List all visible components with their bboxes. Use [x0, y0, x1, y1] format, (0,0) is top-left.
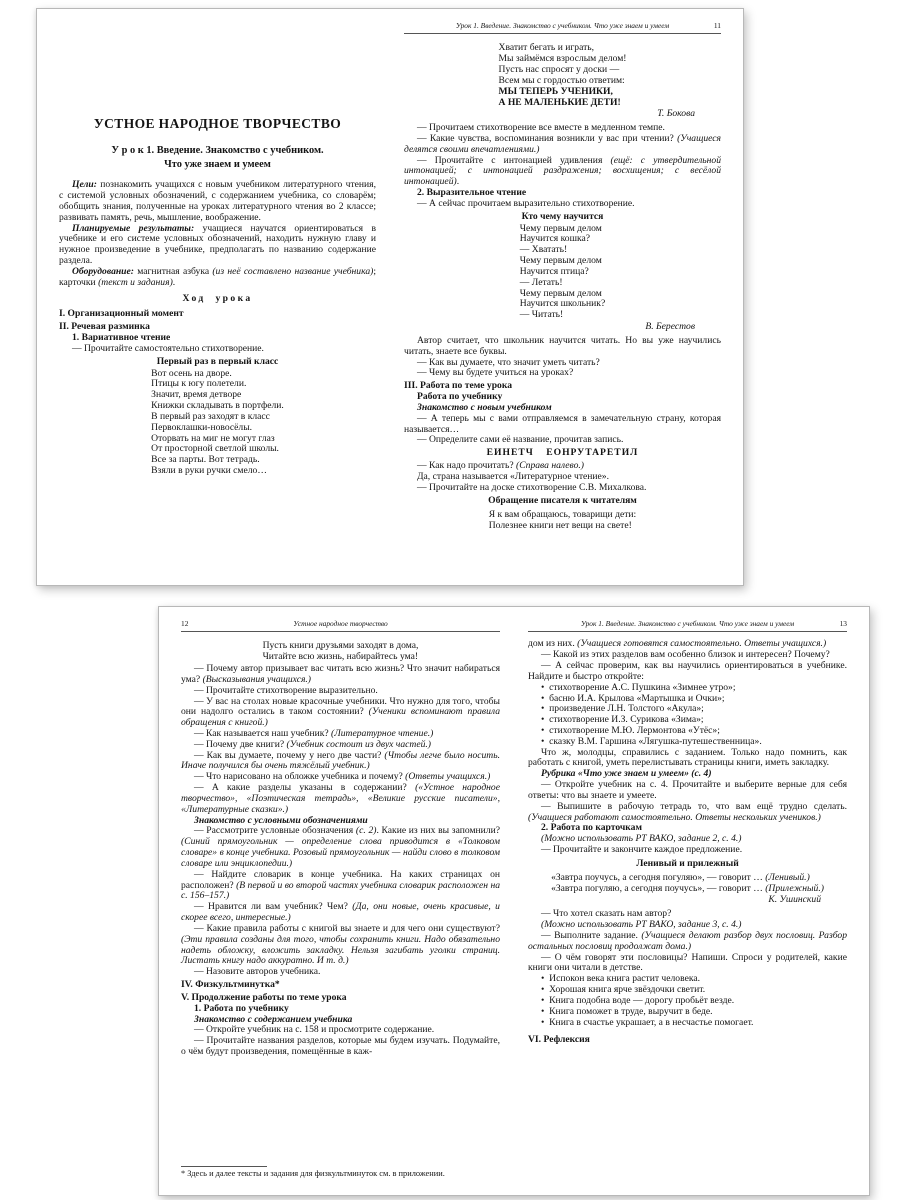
poem-line: Полезнее книги нет вещи на свете! — [488, 520, 632, 532]
block-dash: — Прочитайте стихотворение выразительно. — [194, 684, 378, 696]
poem-line: Научится кошка? — [519, 233, 591, 245]
block-center-caps: ЕИНЕТЧ ЕОНРУТАРЕТИЛ — [486, 447, 639, 459]
block-dash: — А теперь мы с вами отправляемся в замечательную страну, которая называется… — [404, 412, 721, 435]
bullet-item: • стихотворение И.З. Сурикова «Зима»; — [541, 714, 704, 726]
poem-line: — Читать! — [519, 309, 564, 321]
page-13 — [528, 620, 847, 1178]
poem-line: — Летать! — [519, 276, 563, 288]
block-center-bold: Ленивый и прилежный — [636, 857, 739, 869]
block-dash: — Прочитайте на доске стихотворение С.В. Михалкова. — [417, 481, 647, 493]
block-num: 2. Работа по карточкам — [541, 822, 642, 834]
page-12 — [181, 620, 500, 1178]
block-roman: VI. Рефлексия — [528, 1034, 590, 1046]
poem-line: — Хватать! — [519, 244, 568, 256]
block-dash: — Выполните задание. (Учащиеся делают разбор двух пословиц. Разбор остальных пословиц продолжат дома.) — [528, 929, 847, 952]
poem-line: Первоклашки-новосёлы. — [151, 421, 253, 433]
block-roman: II. Речевая разминка — [59, 321, 150, 333]
block-dash: — Почему две книги? (Учебник состоит из двух частей.) — [194, 738, 432, 750]
block-dash: — Какие чувства, воспоминания возникли у вас при чтении? (Учащиеся делятся своими впечатлениями.) — [404, 132, 721, 155]
poem-line: Я к вам обращаюсь, товарищи дети: — [488, 509, 637, 521]
running-header — [528, 620, 847, 632]
running-header-title: Устное народное творчество — [293, 619, 388, 628]
block-bih: Знакомство с новым учебником — [417, 401, 552, 413]
poem-title: Первый раз в первый класс — [156, 355, 279, 367]
block-para: Что ж, молодцы, справились с заданием. Только надо помнить, как работать с книгой, уметь перелистывать страницы книги, иметь закладку. — [528, 746, 847, 769]
block-dash: — Откройте учебник на с. 158 и просмотрите содержание. — [194, 1024, 435, 1036]
poem-line: Все за парты. Вот тетрадь. — [151, 454, 260, 466]
block-dash: — Прочитайте с интонацией удивления (ещё: с утвердительной интонацией; с интонацией раздражения; восхищения; с весёлой интонацией). — [404, 154, 721, 188]
block-lesson-title — [59, 144, 376, 171]
paragraph-lead: Цели: — [72, 179, 101, 191]
poem-lines — [151, 357, 284, 477]
poem-line: «Завтра поучусь, а сегодня погуляю», — говорит … (Ленивый.) — [551, 871, 810, 883]
block-dash: — Прочитаем стихотворение все вместе в медленном темпе. — [417, 122, 665, 134]
poem-line: Пусть книги друзьями заходят в дома, — [262, 640, 419, 652]
block-dash: — Чему вы будете учиться на уроках? — [417, 367, 574, 379]
running-header-title: Урок 1. Введение. Знакомство с учебником. Что уже знаем и умеем — [580, 619, 795, 628]
poem-line: Книжки складывать в портфели. — [151, 400, 284, 412]
block-para: Оборудование: магнитная азбука (из неё составлено название учебника); карточки (текст и задания). — [59, 265, 376, 288]
block-dash: — Выпишите в рабочую тетрадь то, что вам ещё трудно сделать. (Учащиеся работают самостоятельно. Ответы нескольких учеников.) — [528, 800, 847, 823]
poem-lines — [263, 641, 419, 663]
poem-line: Птицы к югу полетели. — [151, 378, 247, 390]
bullet-item: • стихотворение М.Ю. Лермонтова «Утёс»; — [541, 724, 720, 736]
poem-title: Кто чему научится — [521, 210, 604, 222]
running-header — [181, 620, 500, 632]
poem-line: А НЕ МАЛЕНЬКИЕ ДЕТИ! — [498, 96, 621, 108]
block-roman: III. Работа по теме урока — [404, 380, 513, 392]
block-dash: — Нравится ли вам учебник? Чем? (Да, они новые, очень красивые, и скорее всего, интересные.) — [181, 901, 500, 924]
block-footnote — [181, 1166, 500, 1178]
bullet-item: • произведение Л.Н. Толстого «Акула»; — [541, 703, 704, 715]
poem-lines — [520, 212, 605, 321]
block-roman: V. Продолжение работы по теме урока — [181, 991, 347, 1003]
poem-line: Мы займёмся взрослым делом! — [498, 53, 627, 65]
running-header-title: Урок 1. Введение. Знакомство с учебником. Что уже знаем и умеем — [455, 21, 670, 30]
page-number: 13 — [839, 619, 847, 628]
block-roman: IV. Физкультминутка* — [181, 979, 280, 991]
block-num: 1. Вариативное чтение — [72, 332, 171, 344]
text-line: Что уже знаем и умеем — [164, 158, 271, 170]
block-num: 1. Работа по учебнику — [194, 1002, 289, 1014]
bullet-item: • Испокон века книга растит человека. — [541, 973, 701, 985]
block-para: (Можно использовать РТ ВАКО, задание 3, с. 4.) — [541, 919, 742, 931]
block-para: Планируемые результаты: учащиеся научатся ориентироваться в учебнике и его системе условных обозначений, находить нужную главу и нужное произведение в учебнике, предполагать по названию содержание раздела. — [59, 222, 376, 267]
block-dash: — Что нарисовано на обложке учебника и почему? (Ответы учащихся.) — [194, 771, 491, 783]
bullet-item: • Книга подобна воде — дорогу пробьёт везде. — [541, 994, 735, 1006]
poem-line: В первый раз заходят в класс — [151, 410, 270, 422]
block-poem — [59, 357, 376, 477]
poem-author: В. Берестов — [645, 321, 695, 333]
block-dash: — Назовите авторов учебника. — [194, 966, 321, 978]
block-bh: Работа по учебнику — [417, 391, 503, 403]
block-dash: — Определите сами её название, прочитав запись. — [417, 434, 624, 446]
page-11 — [404, 22, 721, 568]
block-para: Автор считает, что школьник научится читать. Но вы уже научились читать, знаете все буквы. — [404, 334, 721, 357]
bullet-item: • Книга поможет в труде, выручит в беде. — [541, 1005, 713, 1017]
block-poem — [404, 43, 721, 122]
block-bih: Рубрика «Что уже знаем и умеем» (с. 4) — [541, 768, 712, 780]
footnote-text: * Здесь и далее тексты и задания для физкультминуток см. в приложении. — [181, 1168, 445, 1178]
poem-line: Всем мы с гордостью ответим: — [498, 74, 625, 86]
block-dash: — Как вы думаете, почему у него две части? (Чтобы легче было носить. Иначе получился бы очень тяжёлый учебник.) — [181, 749, 501, 772]
text-line: У р о к 1. Введение. Знакомство с учебником. — [111, 145, 324, 157]
poem-author: К. Ушинский — [768, 894, 821, 906]
block-dash: — А сейчас проверим, как вы научились ориентироваться в учебнике. Найдите и быстро откройте: — [528, 660, 847, 682]
bullet-item: • стихотворение А.С. Пушкина «Зимнее утро»; — [541, 681, 736, 693]
poem-line: Чему первым делом — [519, 222, 602, 234]
poem-line: Взяли в руки ручки смело… — [151, 464, 267, 476]
block-bullets — [528, 683, 847, 748]
block-para: Цели: познакомить учащихся с новым учебником литературного чтения, с системой условных обозначений, с содержанием учебника, со словарём; обобщить знания, полученные на уроках литературного чтения во 2 классе; развивать память, речь, мышление, воображение. — [59, 179, 376, 223]
block-bih: Знакомство с условными обозначениями — [194, 814, 368, 826]
block-dash: — Что хотел сказать нам автор? — [541, 908, 672, 920]
page-content — [528, 639, 847, 1178]
page-content — [181, 639, 500, 1178]
poem-line: Чему первым делом — [519, 255, 602, 267]
block-poem — [404, 510, 721, 532]
block-dash: — Какой из этих разделов вам особенно близок и интересен? Почему? — [541, 649, 830, 661]
block-poem — [528, 873, 847, 908]
poem-lines — [489, 510, 636, 532]
block-dash: — Прочитайте и закончите каждое предложение. — [541, 844, 743, 856]
block-roman: I. Организационный момент — [59, 308, 184, 320]
poem-line: От просторной светлой школы. — [151, 443, 279, 455]
block-dash: — У вас на столах новые красочные учебники. Что нужно для того, чтобы они надолго остались в таком состоянии? (Ученики вспоминают правила обращения с книгой.) — [181, 695, 500, 729]
block-dash: — А какие разделы указаны в содержании? («Устное народное творчество», «Поэтическая тетрадь», «Великие русские писатели», «Литературные сказки».) — [181, 782, 500, 815]
block-bih: Знакомство с содержанием учебника — [194, 1013, 353, 1025]
page-number: 11 — [713, 21, 721, 30]
poem-line: МЫ ТЕПЕРЬ УЧЕНИКИ, — [498, 85, 613, 97]
paragraph-lead: Оборудование: — [72, 265, 138, 277]
page — [59, 22, 376, 568]
block-spaced: Ход урока — [182, 292, 253, 304]
block-dash: — Найдите словарик в конце учебника. На каких страницах он расположен? (В первой и во второй частях учебника словарик расположен на с. 156–157.) — [181, 868, 501, 902]
poem-line: Вот осень на дворе. — [151, 367, 232, 379]
page-content — [59, 22, 376, 568]
poem-line: Хватит бегать и играть, — [498, 42, 595, 54]
block-bullets — [528, 974, 847, 1028]
page-content — [404, 41, 721, 568]
block-dash: — Как надо прочитать? (Справа налево.) — [417, 460, 584, 471]
poem-line: «Завтра погуляю, а сегодня поучусь», — говорит … (Прилежный.) — [551, 882, 824, 894]
block-dash: — Прочитайте самостоятельно стихотворение. — [72, 342, 264, 354]
bullet-item: • басню И.А. Крылова «Мартышка и Очки»; — [541, 692, 725, 704]
page-number: 12 — [181, 619, 189, 628]
footnote-rule — [181, 1166, 267, 1167]
block-poem — [181, 641, 500, 663]
poem-line: Читайте всю жизнь, набирайтесь ума! — [262, 651, 419, 663]
poem-line: Научится школьник? — [519, 298, 606, 310]
block-dash: — Какие правила работы с книгой вы знаете и для чего они существуют? (Эти правила созданы для того, чтобы сохранить книги. Надо обязательно надеть обложку, вложить закладку. Нельзя загибать уголки страниц. Листать книгу надо аккуратно. И т. д.) — [181, 922, 500, 967]
block-dash: — Как называется наш учебник? (Литературное чтение.) — [194, 727, 434, 739]
block-dash: — Откройте учебник на с. 4. Прочитайте и выберите верные для себя ответы: что вы знаете и умеете. — [528, 779, 847, 801]
book-spread-bottom — [158, 606, 870, 1196]
block-dash: — Почему автор призывает вас читать всю жизнь? Что значит набираться ума? (Высказывания учащихся.) — [181, 663, 500, 685]
block-para-cont: дом из них. (Учащиеся готовятся самостоятельно. Ответы учащихся.) — [528, 638, 827, 650]
block-dash: — О чём говорят эти пословицы? Напиши. Спроси у родителей, какие книги они читали в детстве. — [528, 951, 847, 974]
block-dash: — Прочитайте названия разделов, которые мы будем изучать. Подумайте, о чём будут произведения, помещённые в каж- — [181, 1035, 500, 1057]
book-spread-top — [36, 8, 744, 586]
block-dash: — Рассмотрите условные обозначения (с. 2). Какие из них вы запомнили? (Синий прямоугольник — определение слова приводится в «Толковом словаре» в конце учебника. Розовый прямоугольник — найди слово в толковом словаре или энциклопедии.) — [181, 825, 500, 869]
poem-line: Научится птица? — [519, 265, 589, 277]
block-dash: — А сейчас прочитаем выразительно стихотворение. — [417, 197, 635, 209]
block-para: Да, страна называется «Литературное чтение». — [417, 470, 609, 482]
poem-line: Пусть нас спросят у доски — — [498, 64, 620, 76]
bullet-item: • сказку В.М. Гаршина «Лягушка-путешественница». — [541, 735, 762, 747]
running-header — [404, 22, 721, 34]
block-center-bold: Обращение писателя к читателям — [488, 495, 637, 507]
block-para: (Можно использовать РТ ВАКО, задание 2, с. 4.) — [541, 833, 742, 845]
block-dash: — Как вы думаете, что значит уметь читать? — [417, 356, 600, 368]
block-poem — [404, 212, 721, 335]
bullet-item: • Хорошая книга ярче звёздочки светит. — [541, 984, 706, 996]
poem-line: Значит, время детворе — [151, 389, 242, 401]
paragraph-lead: Планируемые результаты: — [72, 222, 203, 234]
bullet-item: • Книга в счастье украшает, а в несчастье помогает. — [541, 1016, 754, 1028]
poem-line: Оторвать на миг не могут глаз — [151, 432, 275, 444]
poem-line: Чему первым делом — [519, 287, 602, 299]
poem-lines — [551, 873, 824, 895]
block-section-title: УСТНОЕ НАРОДНОЕ ТВОРЧЕСТВО — [93, 116, 342, 131]
poem-author: Т. Бокова — [657, 108, 695, 120]
poem-lines — [499, 43, 627, 108]
block-num: 2. Выразительное чтение — [417, 187, 527, 199]
